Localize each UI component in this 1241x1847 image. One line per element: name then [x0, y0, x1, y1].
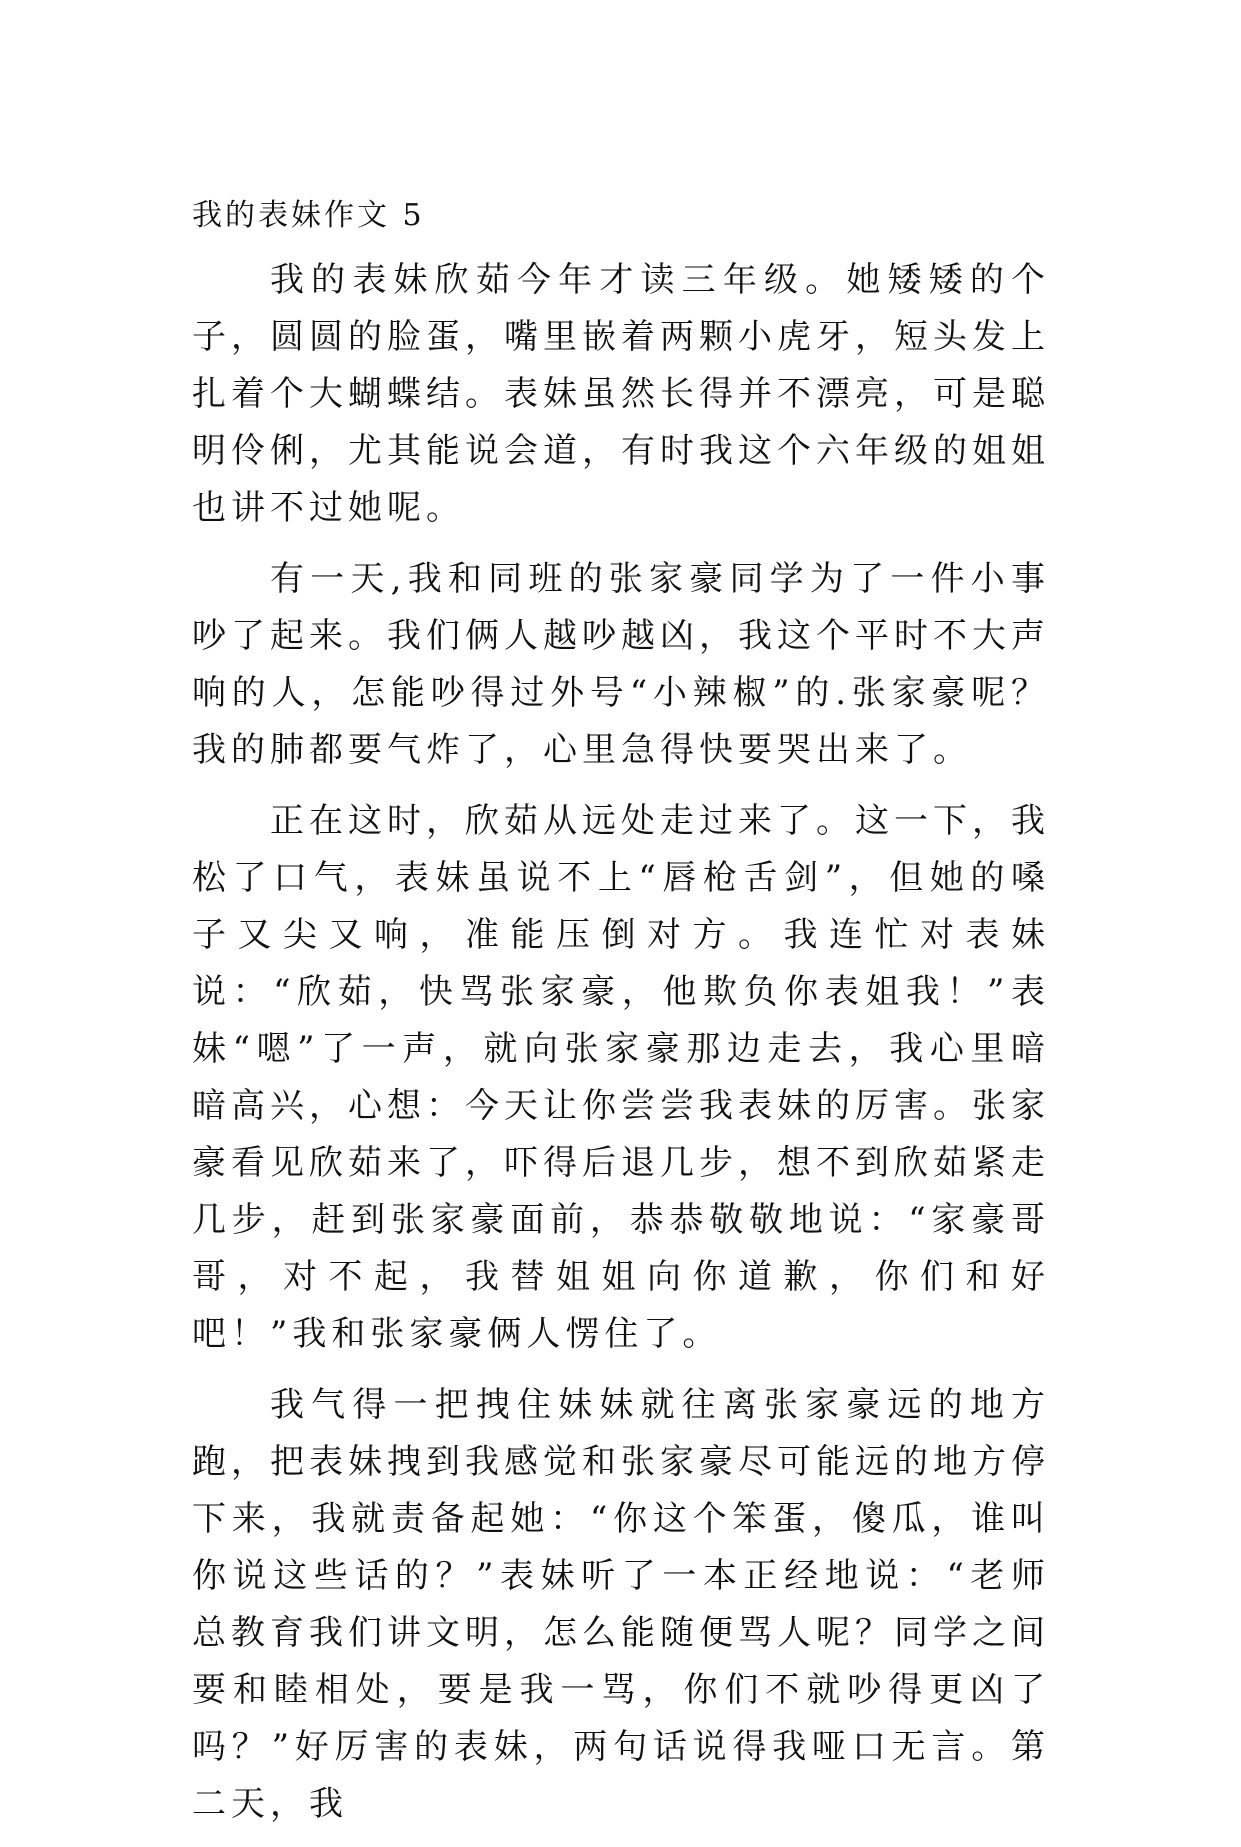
essay-title: 我的表妹作文 5	[192, 198, 425, 233]
paragraph: 正在这时，欣茹从远处走过来了。这一下，我松了口气，表妹虽说不上“唇枪舌剑”，但她的嗓子又尖又响，准能压倒对方。我连忙对表妹说：“欣茹，快骂张家豪，他欺负你表姐我！”表妹“嗯”了一声，就向张家豪那边走去，我心里暗暗高兴，心想：今天让你尝尝我表妹的厉害。张家豪看见欣茹来了，吓得后退几步，想不到欣茹紧走几步，赶到张家豪面前，恭恭敬敬地说：“家豪哥哥，对不起，我替姐姐向你道歉，你们和好吧！”我和张家豪俩人愣住了。	[192, 801, 1050, 1354]
paragraph: 有一天,我和同班的张家豪同学为了一件小事吵了起来。我们俩人越吵越凶，我这个平时不大声响的人，怎能吵得过外号“小辣椒”的.张家豪呢？我的肺都要气炸了，心里急得快要哭出来了。	[192, 559, 1050, 770]
paragraph: 我气得一把拽住妹妹就往离张家豪远的地方跑，把表妹拽到我感觉和张家豪尽可能远的地方停下来，我就责备起她：“你这个笨蛋，傻瓜，谁叫你说这些话的？”表妹听了一本正经地说：“老师总教育我们讲文明，怎么能随便骂人呢？同学之间要和睦相处，要是我一骂，你们不就吵得更凶了吗？”好厉害的表妹，两句话说得我哑口无言。第二天，我	[192, 1385, 1050, 1824]
paragraph: 我的表妹欣茹今年才读三年级。她矮矮的个子，圆圆的脸蛋，嘴里嵌着两颗小虎牙，短头发上扎着个大蝴蝶结。表妹虽然长得并不漂亮，可是聪明伶俐，尤其能说会道，有时我这个六年级的姐姐也讲不过她呢。	[192, 260, 1050, 528]
essay-body	[192, 252, 1050, 1847]
